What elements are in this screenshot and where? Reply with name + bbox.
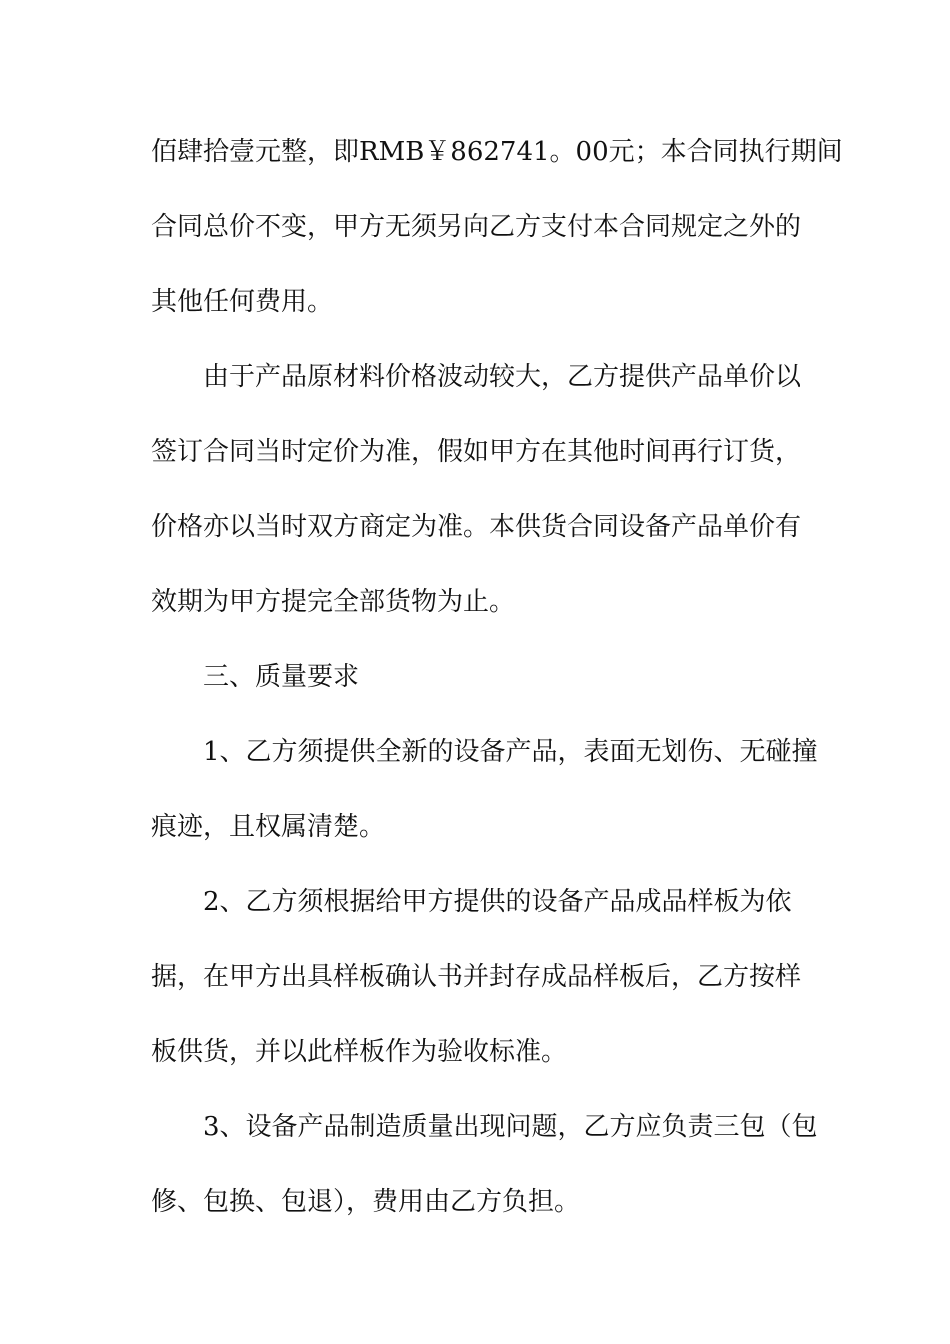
text-line: 签订合同当时定价为准，假如甲方在其他时间再行订货， [151,437,802,467]
text-line: 合同总价不变，甲方无须另向乙方支付本合同规定之外的 [151,212,802,242]
text-line: 由于产品原材料价格波动较大，乙方提供产品单价以 [203,362,802,392]
text-line: 3、设备产品制造质量出现问题，乙方应负责三包（包 [203,1112,818,1142]
text-line: 效期为甲方提完全部货物为止。 [151,587,516,617]
text-line: 价格亦以当时双方商定为准。本供货合同设备产品单价有 [151,512,802,542]
text-line: 板供货，并以此样板作为验收标准。 [151,1037,568,1067]
section-heading: 三、质量要求 [203,662,360,692]
document-body [151,128,843,1253]
text-line: 佰肆拾壹元整，即RMB￥862741。00元；本合同执行期间 [151,137,843,167]
text-line: 据，在甲方出具样板确认书并封存成品样板后，乙方按样 [151,962,802,992]
text-line: 2、乙方须根据给甲方提供的设备产品成品样板为依 [203,887,792,917]
text-line: 修、包换、包退），费用由乙方负担。 [151,1187,581,1217]
text-line: 1、乙方须提供全新的设备产品，表面无划伤、无碰撞 [203,737,818,767]
text-line: 其他任何费用。 [151,287,334,317]
text-line: 痕迹，且权属清楚。 [151,812,386,842]
